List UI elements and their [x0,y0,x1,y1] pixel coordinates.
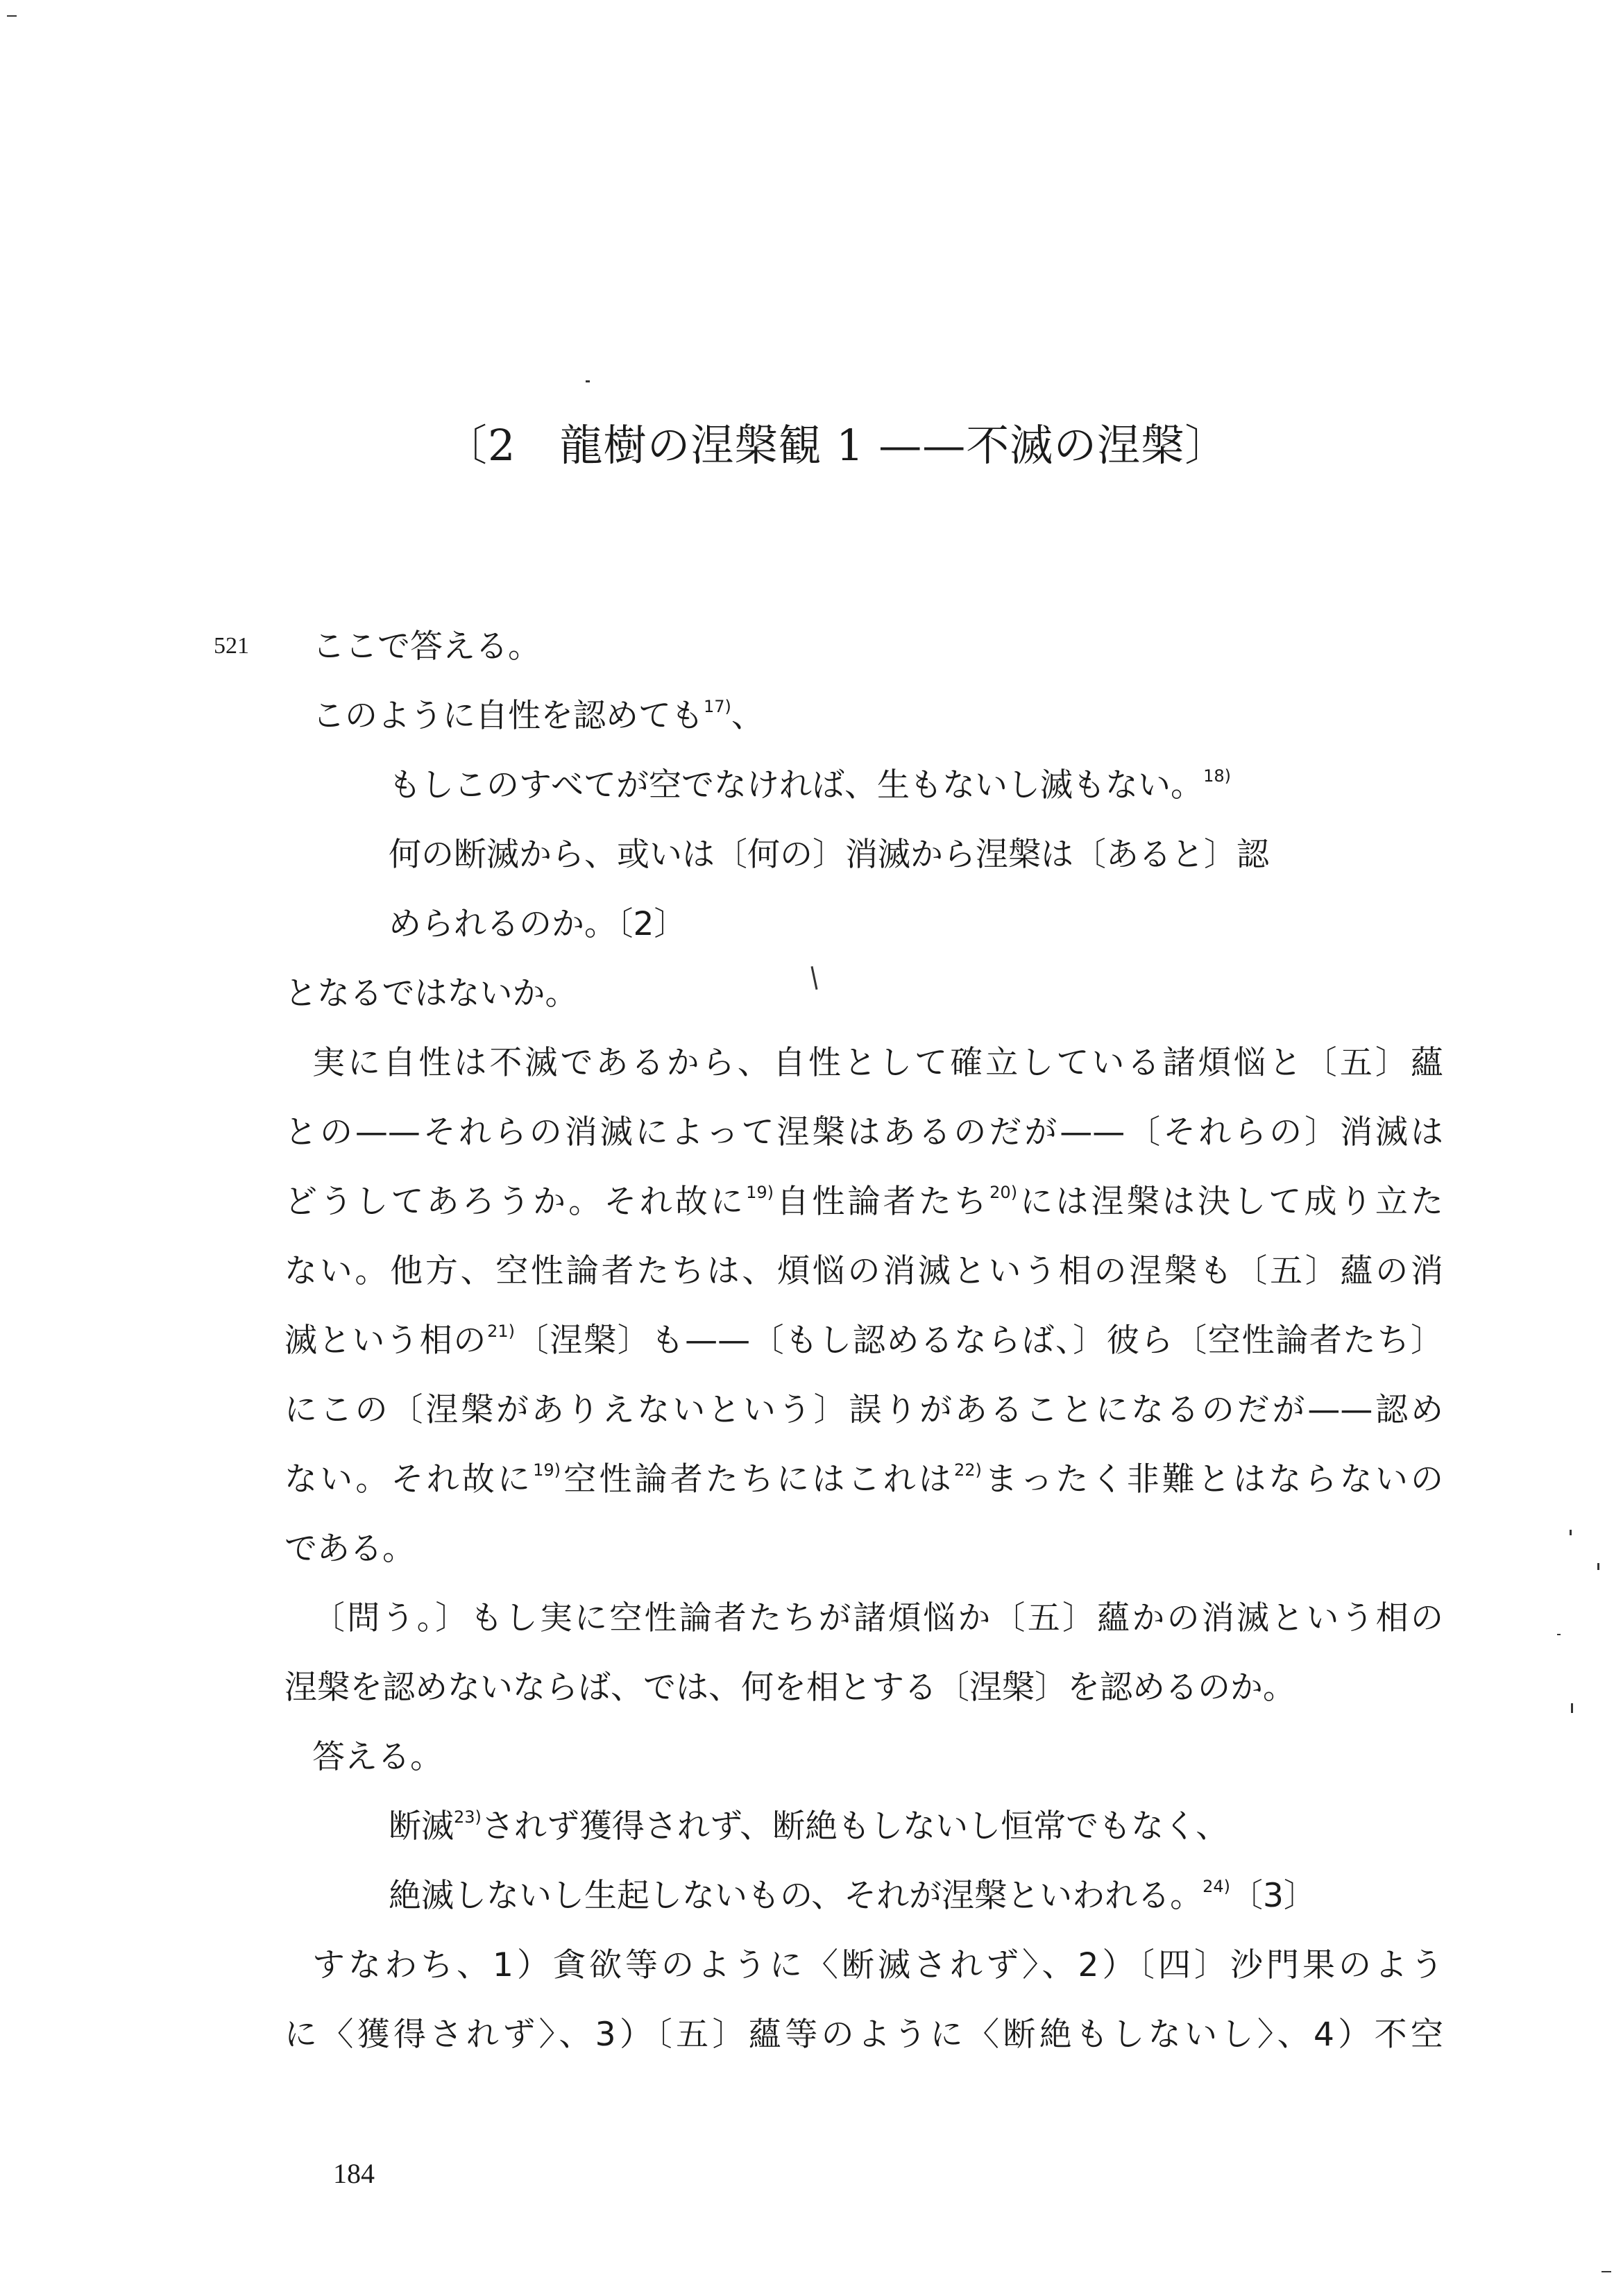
verse-line [389,836,1269,874]
text-segment: との——それらの消滅によって涅槃はあるのだが——〔それらの〕消滅は [284,1113,1443,1151]
text-line [284,1183,1444,1221]
verse-line [389,1807,1229,1846]
text-line [312,1599,1443,1637]
text-line [284,1460,1444,1499]
footnote-marker: 19) [533,1460,561,1480]
footnote-marker: 24) [1203,1877,1231,1896]
text-segment: ない。他方、空性論者たちは、煩悩の消滅という相の涅槃も〔五〕蘊の消 [284,1252,1443,1290]
text-segment: すなわち、1）貪欲等のように〈断滅されず〉、2）〔四〕沙門果のよう [312,1946,1443,1984]
text-line [312,1946,1443,1984]
verse-line [389,766,1231,804]
scan-mark [7,15,17,17]
text-line [312,697,764,735]
text-line [284,1530,415,1568]
scan-mark [1597,1563,1599,1570]
text-segment: どうしてあろうか。それ故に [284,1183,747,1221]
text-segment: められるのか。〔2〕 [389,905,687,943]
text-line [312,1738,443,1776]
section-heading: 〔2 龍樹の涅槃観 1 ——不滅の涅槃〕 [444,420,1229,471]
text-segment: となるではないか。 [284,974,578,1013]
scan-mark [586,380,590,382]
text-segment: まったく非難とはならないの [981,1460,1444,1499]
text-segment: ここで答える。 [312,627,541,666]
text-segment: には涅槃は決して成り立た [1017,1183,1444,1221]
text-segment: に〈獲得されず〉、3）〔五〕蘊等のように〈断絶もしないし〉、4）不空 [284,2016,1443,2054]
text-segment: 〔涅槃〕も——〔もし認めるならば、〕彼ら〔空性論者たち〕 [515,1322,1443,1360]
text-segment: 、 [731,697,764,735]
footnote-marker: 17) [704,697,731,716]
footnote-marker: 20) [989,1183,1018,1202]
text-segment: 絶滅しないし生起しないもの、それが涅槃といわれる。 [389,1877,1203,1915]
text-segment: 〔問う。〕もし実に空性論者たちが諸煩悩か〔五〕蘊かの消滅という相の [312,1599,1443,1637]
footnote-marker: 19) [746,1183,774,1202]
text-segment: 何の断滅から、或いは〔何の〕消滅から涅槃は〔あると〕認 [389,836,1269,874]
text-line [284,974,578,1013]
text-segment: 〔3〕 [1230,1877,1316,1915]
text-segment: 滅という相の [284,1322,488,1360]
text-segment: されず獲得されず、断絶もしないし恒常でもなく、 [481,1807,1229,1846]
scan-mark [1570,1530,1572,1535]
footnote-marker: 18) [1203,766,1231,786]
text-segment: 自性論者たち [774,1183,990,1221]
text-segment: もしこのすべてが空でなければ、生もないし滅もない。 [389,766,1204,804]
page-number: 184 [333,2158,375,2189]
scan-mark [810,966,817,990]
text-line [284,1113,1443,1151]
text-segment: である。 [284,1530,415,1568]
text-segment: 空性論者たちにはこれは [561,1460,954,1499]
text-segment: 断滅 [389,1807,454,1846]
text-line [284,1669,1295,1707]
verse-line [389,1877,1316,1915]
text-segment: ない。それ故に [284,1460,534,1499]
text-segment: にこの〔涅槃がありえないという〕誤りがあることになるのだが——認め [284,1391,1443,1429]
text-line [284,1252,1443,1290]
text-line [284,1391,1443,1429]
paragraph-number: 521 [214,633,249,659]
text-line [284,2016,1443,2054]
text-line [312,627,541,666]
footnote-marker: 22) [954,1460,982,1480]
scan-mark [1557,1634,1561,1635]
text-line [312,1044,1443,1082]
footnote-marker: 21) [487,1322,516,1341]
text-segment: 実に自性は不滅であるから、自性として確立している諸煩悩と〔五〕蘊 [312,1044,1443,1082]
scan-mark [1571,1703,1573,1713]
text-line [284,1322,1443,1360]
footnote-marker: 23) [454,1807,482,1827]
text-segment: 涅槃を認めないならば、では、何を相とする〔涅槃〕を認めるのか。 [284,1669,1295,1707]
scan-mark [1601,2271,1611,2272]
verse-line [389,905,687,943]
text-segment: 答える。 [312,1738,443,1776]
text-segment: このように自性を認めても [312,697,704,735]
